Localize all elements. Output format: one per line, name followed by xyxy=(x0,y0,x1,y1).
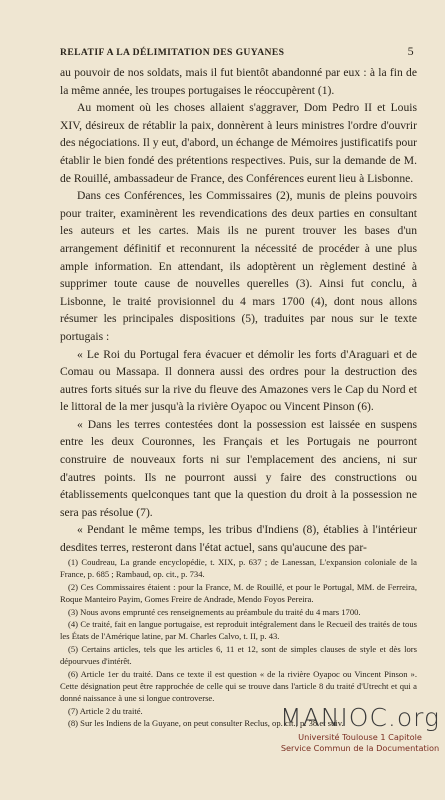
footnote: (6) Article 1er du traité. Dans ce texte il est question « de la rivière Oyapoc ou Vincent Pinson ». Cette désignation peut être rapprochée de celle qui se trouve dans l'article 8 du traité d'Utrecht et qui a donné naissance à une si longue controverse. xyxy=(60,668,417,704)
running-title: RELATIF A LA DÉLIMITATION DES GUYANES xyxy=(60,47,285,58)
paragraph: Au moment où les choses allaient s'aggraver, Dom Pedro II et Louis XIV, désireux de rétablir la paix, donnèrent à leurs ministres l'ordre d'ouvrir des négociations. Il y eut, d'abord, un échange de Mémoires justificatifs pour établir le bien fondé des prétentions respectives. Puis, sur la demande de M. de Rouillé, ambassadeur de France, des Conférences eurent lieu à Lisbonne. xyxy=(60,101,417,185)
logo-university: Université Toulouse 1 Capitole xyxy=(298,732,422,742)
paragraph: au pouvoir de nos soldats, mais il fut bientôt abandonné par eux : à la fin de la même année, les troupes portugaises le réoccupèrent (1). xyxy=(60,66,417,97)
paragraph: « Le Roi du Portugal fera évacuer et démolir les forts d'Araguari et de Comau ou Massapa. Il donnera aussi des ordres pour la destruction des autres forts situés sur la rive du fleuve des Amazones vers le Cap du Nord et le littoral de la mer jusqu'à la rivière Oyapoc ou Vincent Pinson (6). xyxy=(60,347,417,414)
footnote: (7) Article 2 du traité. xyxy=(68,705,143,716)
main-text xyxy=(60,64,417,557)
footnote: (5) Certains articles, tels que les articles 6, 11 et 12, sont de simples clauses de style et dès lors dépourvues d'intérêt. xyxy=(60,643,417,667)
logo-service: Service Commun de la Documentation xyxy=(280,743,440,753)
page-number: 5 xyxy=(407,44,414,58)
footnote: (1) Coudreau, La grande encyclopédie, t. XIX, p. 637 ; de Lanessan, L'expansion coloniale de la France, p. 685 ; Rambaud, op. cit., p. 734. xyxy=(60,557,417,580)
footnote: (2) Ces Commissaires étaient : pour la France, M. de Rouillé, et pour le Portugal, MM. de Ferreira, Roque Manteiro Payim, Gomes Freire de Andrade, Mendo Foyos Pereira. xyxy=(60,581,417,605)
running-header xyxy=(60,44,414,59)
footnote: (8) Sur les Indiens de la Guyane, on peut consulter Reclus, op. cit., p. 38 et suiv. xyxy=(68,718,344,729)
paragraph: Dans ces Conférences, les Commissaires (2), munis de pleins pouvoirs pour traiter, examinèrent les revendications des deux parties en consultant les auteurs et les cartes. Mais ils ne purent trouver les bases d'un arrangement définitif et reconnurent la nécessité de procéder à une plus ample information. En attendant, ils adoptèrent un règlement destiné à supprimer toute cause de nouvelles querelles (3). Ainsi fut conclu, à Lisbonne, le traité provisionnel du 4 mars 1700 (4), dont nous allons résumer les principales dispositions (5), traduites par nous sur le texte portugais : xyxy=(60,189,417,343)
footnote: (3) Nous avons emprunté ces renseignements au préambule du traité du 4 mars 1700. xyxy=(68,606,361,617)
paragraph: « Pendant le même temps, les tribus d'Indiens (8), établies à l'intérieur desdites terres, resteront dans l'état actuel, sans qu'aucune des par- xyxy=(60,523,417,555)
logo-brand: MANIOC.org xyxy=(280,703,440,732)
manioc-logo xyxy=(280,703,440,754)
paragraph: « Dans les terres contestées dont la possession est laissée en suspens entre les deux Couronnes, les Français et les Portugais ne pourront construire de nouveaux forts ni sur l'emplacement des anciens, ni sur d'autres points. Ils ne pourront aussi y faire des constructions ou établissements quelconques tant que la question du droit à la possession ne sera pas résolue (7). xyxy=(60,417,417,519)
footnote: (4) Ce traité, fait en langue portugaise, est reproduit intégralement dans le Recueil des traités de tous les États de l'Amérique latine, par M. Charles Calvo, t. II, p. 43. xyxy=(60,619,417,642)
